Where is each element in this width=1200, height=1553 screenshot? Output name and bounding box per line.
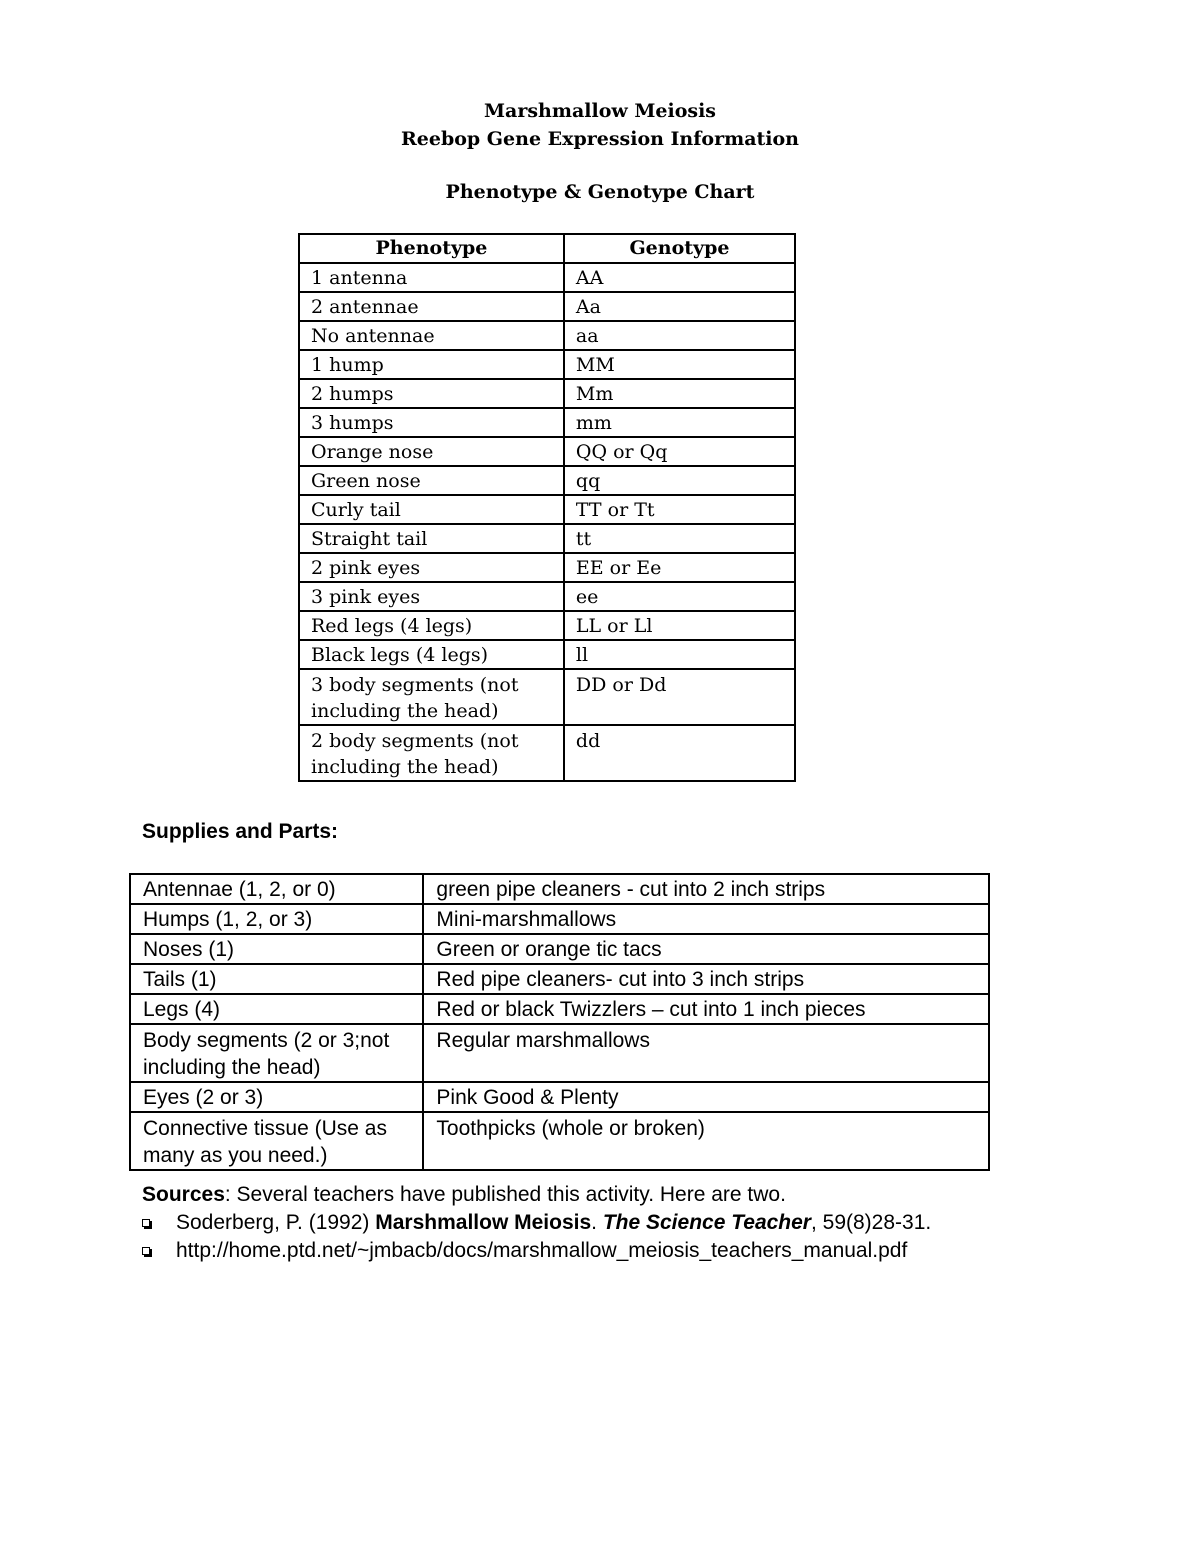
table-row	[130, 1024, 989, 1082]
phenotype-cell: Green nose	[299, 466, 564, 495]
table-row	[299, 292, 795, 321]
phenotype-cell: Curly tail	[299, 495, 564, 524]
part-cell: Connective tissue (Use as many as you need.)	[130, 1112, 423, 1170]
table-row	[299, 379, 795, 408]
table-row	[299, 350, 795, 379]
genotype-cell: Aa	[564, 292, 795, 321]
phenotype-cell: 2 pink eyes	[299, 553, 564, 582]
table-row	[299, 408, 795, 437]
table-row	[299, 725, 795, 781]
table-row	[299, 495, 795, 524]
table-row	[299, 524, 795, 553]
part-cell: Humps (1, 2, or 3)	[130, 904, 423, 934]
table-row	[299, 669, 795, 725]
supply-cell: Toothpicks (whole or broken)	[423, 1112, 989, 1170]
genotype-cell: dd	[564, 725, 795, 781]
table-row	[130, 994, 989, 1024]
sources-intro-text: : Several teachers have published this activity. Here are two.	[224, 1183, 786, 1206]
supply-cell: Red or black Twizzlers – cut into 1 inch pieces	[423, 994, 989, 1024]
table-row	[299, 611, 795, 640]
table-row	[130, 1082, 989, 1112]
phenotype-cell: Straight tail	[299, 524, 564, 553]
genotype-cell: DD or Dd	[564, 669, 795, 725]
column-header-genotype: Genotype	[564, 234, 795, 263]
genotype-cell: AA	[564, 263, 795, 292]
ref2-url[interactable]: http://home.ptd.net/~jmbacb/docs/marshmallow_meiosis_teachers_manual.pdf	[176, 1239, 908, 1262]
table-row	[299, 582, 795, 611]
table-row	[130, 964, 989, 994]
square-bullet-icon	[142, 1219, 150, 1227]
genotype-cell: MM	[564, 350, 795, 379]
genotype-cell: mm	[564, 408, 795, 437]
phenotype-genotype-table	[298, 233, 796, 782]
genotype-cell: QQ or Qq	[564, 437, 795, 466]
phenotype-cell: 3 pink eyes	[299, 582, 564, 611]
sources-list	[142, 1209, 1142, 1265]
genotype-cell: ll	[564, 640, 795, 669]
ref1-authors: Soderberg, P. (1992)	[176, 1211, 376, 1234]
genotype-cell: EE or Ee	[564, 553, 795, 582]
table-row	[130, 874, 989, 904]
genotype-cell: tt	[564, 524, 795, 553]
supply-cell: Pink Good & Plenty	[423, 1082, 989, 1112]
phenotype-cell: 2 humps	[299, 379, 564, 408]
table-row	[299, 321, 795, 350]
part-cell: Noses (1)	[130, 934, 423, 964]
list-item	[142, 1237, 1142, 1265]
document-title: Marshmallow Meiosis	[484, 100, 716, 122]
supply-cell: green pipe cleaners - cut into 2 inch strips	[423, 874, 989, 904]
phenotype-cell: No antennae	[299, 321, 564, 350]
part-cell: Tails (1)	[130, 964, 423, 994]
sources-section	[142, 1181, 1142, 1265]
table-row	[299, 437, 795, 466]
supplies-table	[129, 873, 990, 1171]
phenotype-cell: 3 body segments (not including the head)	[299, 669, 564, 725]
sources-label: Sources	[142, 1183, 225, 1206]
supplies-heading: Supplies and Parts:	[142, 820, 339, 843]
document-subtitle: Reebop Gene Expression Information	[400, 128, 800, 150]
phenotype-cell: 1 hump	[299, 350, 564, 379]
phenotype-cell: 2 body segments (not including the head)	[299, 725, 564, 781]
column-header-phenotype: Phenotype	[299, 234, 564, 263]
genotype-cell: LL or Ll	[564, 611, 795, 640]
phenotype-cell: Red legs (4 legs)	[299, 611, 564, 640]
table-row	[130, 934, 989, 964]
supply-cell: Red pipe cleaners- cut into 3 inch strips	[423, 964, 989, 994]
list-item	[142, 1209, 1142, 1237]
genotype-cell: ee	[564, 582, 795, 611]
phenotype-cell: 2 antennae	[299, 292, 564, 321]
genotype-cell: Mm	[564, 379, 795, 408]
table-row	[299, 553, 795, 582]
phenotype-cell: 3 humps	[299, 408, 564, 437]
ref1-sep: .	[591, 1211, 603, 1234]
table-row	[299, 466, 795, 495]
part-cell: Legs (4)	[130, 994, 423, 1024]
ref1-rest: , 59(8)28-31.	[810, 1211, 932, 1234]
table-row	[299, 640, 795, 669]
table-header-row	[299, 234, 795, 263]
ref1-article: Marshmallow Meiosis	[375, 1211, 592, 1234]
supply-cell: Mini-marshmallows	[423, 904, 989, 934]
supply-cell: Green or orange tic tacs	[423, 934, 989, 964]
genotype-cell: TT or Tt	[564, 495, 795, 524]
phenotype-cell: Black legs (4 legs)	[299, 640, 564, 669]
phenotype-cell: Orange nose	[299, 437, 564, 466]
phenotype-cell: 1 antenna	[299, 263, 564, 292]
table-row	[130, 904, 989, 934]
supply-cell: Regular marshmallows	[423, 1024, 989, 1082]
chart-title: Phenotype & Genotype Chart	[445, 181, 755, 203]
square-bullet-icon	[142, 1247, 150, 1255]
ref1-journal: The Science Teacher	[602, 1211, 811, 1234]
genotype-cell: aa	[564, 321, 795, 350]
sources-intro	[142, 1181, 1142, 1209]
part-cell: Antennae (1, 2, or 0)	[130, 874, 423, 904]
part-cell: Eyes (2 or 3)	[130, 1082, 423, 1112]
table-row	[130, 1112, 989, 1170]
genotype-cell: qq	[564, 466, 795, 495]
part-cell: Body segments (2 or 3;not including the head)	[130, 1024, 423, 1082]
table-row	[299, 263, 795, 292]
